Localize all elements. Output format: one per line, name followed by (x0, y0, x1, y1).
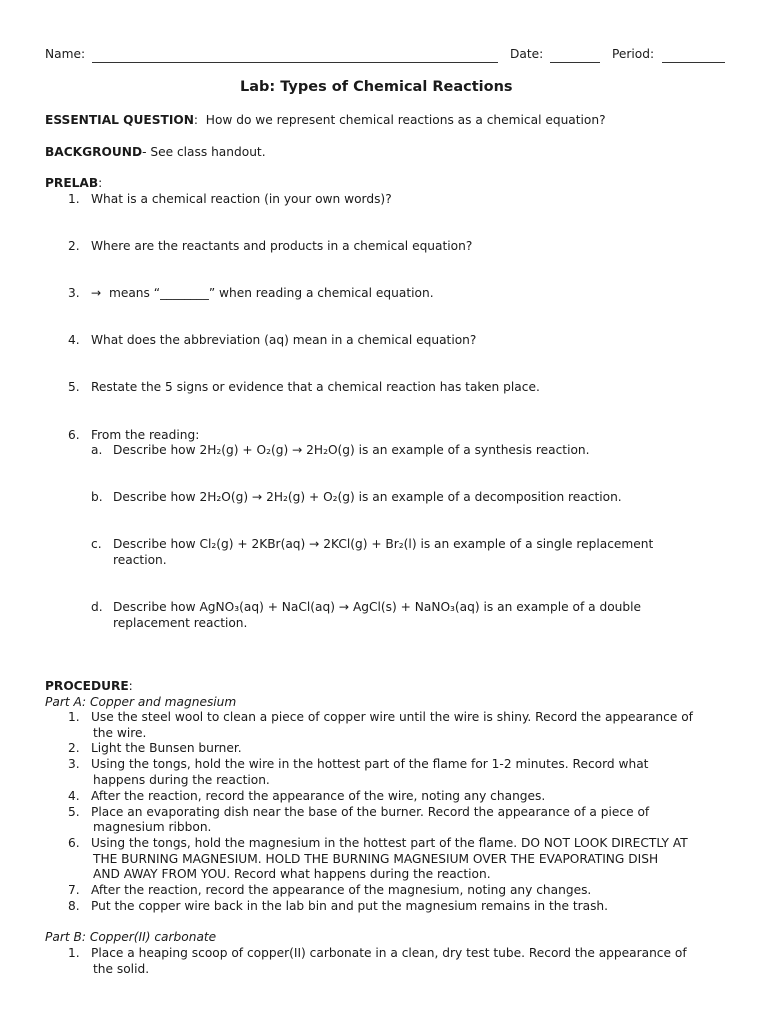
prelab-q5: Restate the 5 signs or evidence that a chemical reaction has taken place. (91, 380, 540, 394)
procedure-colon: : (128, 679, 133, 693)
step-a2-number: 2. (68, 741, 80, 755)
essential-question-colon: : (193, 113, 199, 127)
step-a7-number: 7. (68, 883, 80, 897)
step-b1-line1: Place a heaping scoop of copper(II) carbonate in a clean, dry test tube. Record the appearance of (91, 946, 687, 960)
step-a5-number: 5. (68, 805, 80, 819)
step-a1-number: 1. (68, 710, 80, 724)
essential-question-text: How do we represent chemical reactions as a chemical equation? (205, 113, 606, 127)
step-a6-line3: AND AWAY FROM YOU. Record what happens during the reaction. (93, 867, 491, 881)
part-a-heading: Part A: Copper and magnesium (45, 695, 237, 709)
step-b1-number: 1. (68, 946, 80, 960)
prelab-heading (45, 176, 102, 190)
prelab-q6d-letter: d. (91, 600, 103, 614)
prelab-q6a-letter: a. (91, 443, 103, 457)
prelab-q1: What is a chemical reaction (in your own words)? (91, 192, 392, 206)
prelab-q6-number: 6. (68, 428, 80, 442)
prelab-q6b: Describe how 2H₂O(g) → 2H₂(g) + O₂(g) is an example of a decomposition reaction. (113, 490, 622, 504)
background-label: BACKGROUND (45, 145, 143, 159)
prelab-q6b-letter: b. (91, 490, 103, 504)
step-a6-number: 6. (68, 836, 80, 850)
step-a1-line2: the wire. (93, 726, 147, 740)
procedure-label: PROCEDURE (45, 679, 129, 693)
date-label: Date: (510, 47, 544, 61)
step-a6-line2: THE BURNING MAGNESIUM. HOLD THE BURNING MAGNESIUM OVER THE EVAPORATING DISH (93, 852, 659, 866)
name-blank[interactable] (92, 62, 498, 63)
part-b-heading: Part B: Copper(II) carbonate (45, 930, 217, 944)
step-a6-line1: Using the tongs, hold the magnesium in the hottest part of the flame. DO NOT LOOK DIRECTLY AT (91, 836, 688, 850)
step-a4: After the reaction, record the appearance of the wire, noting any changes. (91, 789, 546, 803)
step-a3-line2: happens during the reaction. (93, 773, 270, 787)
prelab-q2: Where are the reactants and products in a chemical equation? (91, 239, 473, 253)
prelab-q3-number: 3. (68, 286, 80, 300)
period-label: Period: (612, 47, 655, 61)
essential-question (45, 113, 606, 127)
step-a5-line1: Place an evaporating dish near the base of the burner. Record the appearance of a piece of (91, 805, 650, 819)
name-label: Name: (45, 47, 86, 61)
prelab-q4: What does the abbreviation (aq) mean in a chemical equation? (91, 333, 477, 347)
step-a8-number: 8. (68, 899, 80, 913)
step-a7: After the reaction, record the appearance of the magnesium, noting any changes. (91, 883, 592, 897)
prelab-q1-number: 1. (68, 192, 80, 206)
prelab-q6d-line2: replacement reaction. (113, 616, 248, 630)
step-b1-line2: the solid. (93, 962, 150, 976)
page-title: Lab: Types of Chemical Reactions (240, 79, 513, 95)
step-a3-line1: Using the tongs, hold the wire in the hottest part of the flame for 1-2 minutes. Record what (91, 757, 649, 771)
prelab-q6d-line1: Describe how AgNO₃(aq) + NaCl(aq) → AgCl(s) + NaNO₃(aq) is an example of a double (113, 600, 642, 614)
step-a2: Light the Bunsen burner. (91, 741, 242, 755)
step-a1-line1: Use the steel wool to clean a piece of copper wire until the wire is shiny. Record the appearance of (91, 710, 693, 724)
prelab-q6c-letter: c. (91, 537, 102, 551)
prelab-q5-number: 5. (68, 380, 80, 394)
date-blank[interactable] (550, 62, 600, 63)
step-a4-number: 4. (68, 789, 80, 803)
prelab-colon: : (98, 176, 103, 190)
prelab-q6c-line1: Describe how Cl₂(g) + 2KBr(aq) → 2KCl(g) + Br₂(l) is an example of a single replacement (113, 537, 654, 551)
step-a8: Put the copper wire back in the lab bin and put the magnesium remains in the trash. (91, 899, 609, 913)
prelab-q6c-line2: reaction. (113, 553, 167, 567)
background (45, 145, 266, 159)
period-blank[interactable] (662, 62, 725, 63)
prelab-q4-number: 4. (68, 333, 80, 347)
essential-question-label: ESSENTIAL QUESTION (45, 113, 194, 127)
prelab-q6: From the reading: (91, 428, 200, 442)
procedure-heading (45, 679, 133, 693)
step-a3-number: 3. (68, 757, 80, 771)
prelab-q6a: Describe how 2H₂(g) + O₂(g) → 2H₂O(g) is an example of a synthesis reaction. (113, 443, 590, 457)
step-a5-line2: magnesium ribbon. (93, 820, 212, 834)
background-text: - See class handout. (142, 145, 266, 159)
prelab-q3 (91, 286, 434, 300)
prelab-q3-text: means “________” when reading a chemical equation. (108, 286, 434, 300)
arrow-icon: → (91, 286, 102, 300)
prelab-label: PRELAB (45, 176, 99, 190)
prelab-q2-number: 2. (68, 239, 80, 253)
